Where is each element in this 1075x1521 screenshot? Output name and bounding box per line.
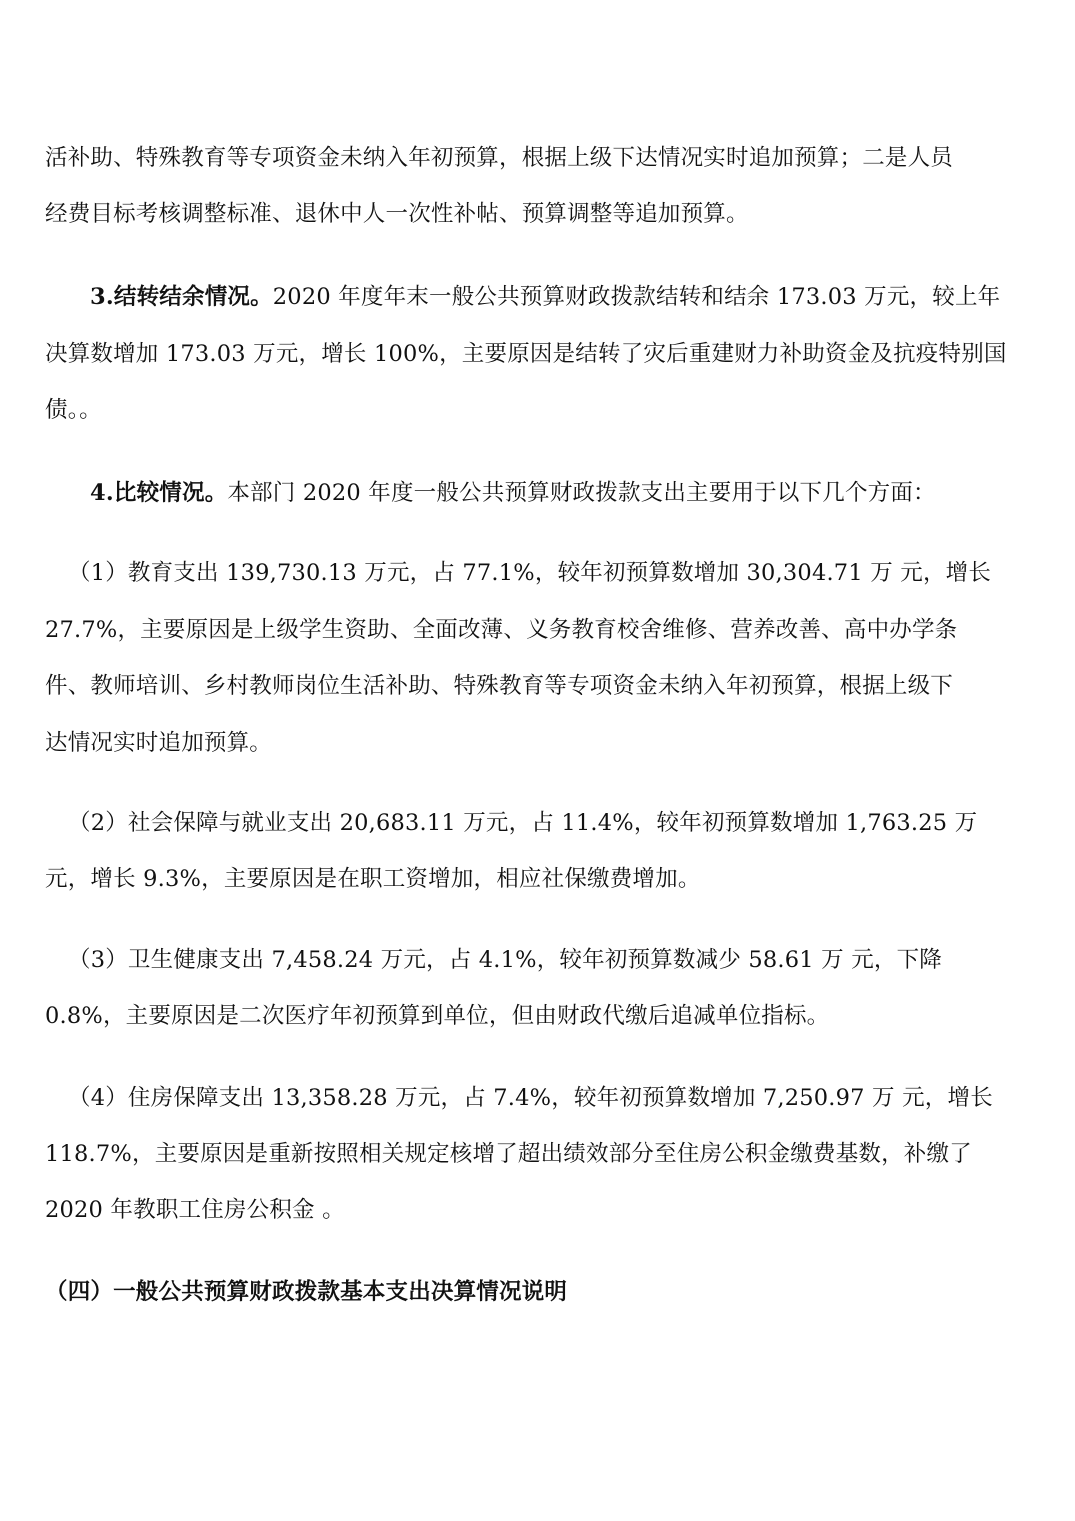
item-3-line: （3）卫生健康支出 7,458.24 万元，占 4.1%，较年初预算数减少 58.61 万 元，下降 <box>68 947 942 973</box>
paragraph-line: 118.7%，主要原因是重新按照相关规定核增了超出绩效部分至住房公积金缴费基数，补缴了 <box>45 1141 972 1167</box>
paragraph-line: 决算数增加 173.03 万元，增长 100%，主要原因是结转了灾后重建财力补助资金及抗疫特别国 <box>45 341 1007 367</box>
item-1-line: （1）教育支出 139,730.13 万元，占 77.1%，较年初预算数增加 30,304.71 万 元，增长 <box>68 560 992 586</box>
item-4-line: （4）住房保障支出 13,358.28 万元，占 7.4%，较年初预算数增加 7,250.97 万 元，增长 <box>68 1085 993 1111</box>
section-4-heading: 4.比较情况。 <box>90 480 228 506</box>
paragraph-line: 元，增长 9.3%，主要原因是在职工资增加，相应社保缴费增加。 <box>45 866 701 892</box>
section-4-text: 本部门 2020 年度一般公共预算财政拨款支出主要用于以下几个方面： <box>227 480 936 506</box>
section-3-text: 2020 年度年末一般公共预算财政拨款结转和结余 173.03 万元，较上年 <box>272 284 1001 310</box>
item-2-line: （2）社会保障与就业支出 20,683.11 万元，占 11.4%，较年初预算数增加 1,763.25 万 <box>68 810 978 836</box>
paragraph-line: 件、教师培训、乡村教师岗位生活补助、特殊教育等专项资金未纳入年初预算，根据上级下 <box>45 673 954 699</box>
section-3-heading: 3.结转结余情况。 <box>90 284 273 310</box>
section-4-line <box>90 478 936 508</box>
paragraph-line: 27.7%，主要原因是上级学生资助、全面改薄、义务教育校舍维修、营养改善、高中办学条 <box>45 617 958 643</box>
paragraph-line: 活补助、特殊教育等专项资金未纳入年初预算，根据上级下达情况实时追加预算；二是人员 <box>45 145 954 171</box>
paragraph-line: 达情况实时追加预算。 <box>45 730 273 756</box>
paragraph-line: 2020 年教职工住房公积金 。 <box>45 1197 345 1223</box>
paragraph-line: 债。。 <box>45 397 102 423</box>
subsection-heading: （四）一般公共预算财政拨款基本支出决算情况说明 <box>45 1279 568 1305</box>
paragraph-line: 经费目标考核调整标准、退休中人一次性补帖、预算调整等追加预算。 <box>45 201 749 227</box>
section-3-line <box>90 282 1000 312</box>
paragraph-line: 0.8%，主要原因是二次医疗年初预算到单位，但由财政代缴后追减单位指标。 <box>45 1003 830 1029</box>
